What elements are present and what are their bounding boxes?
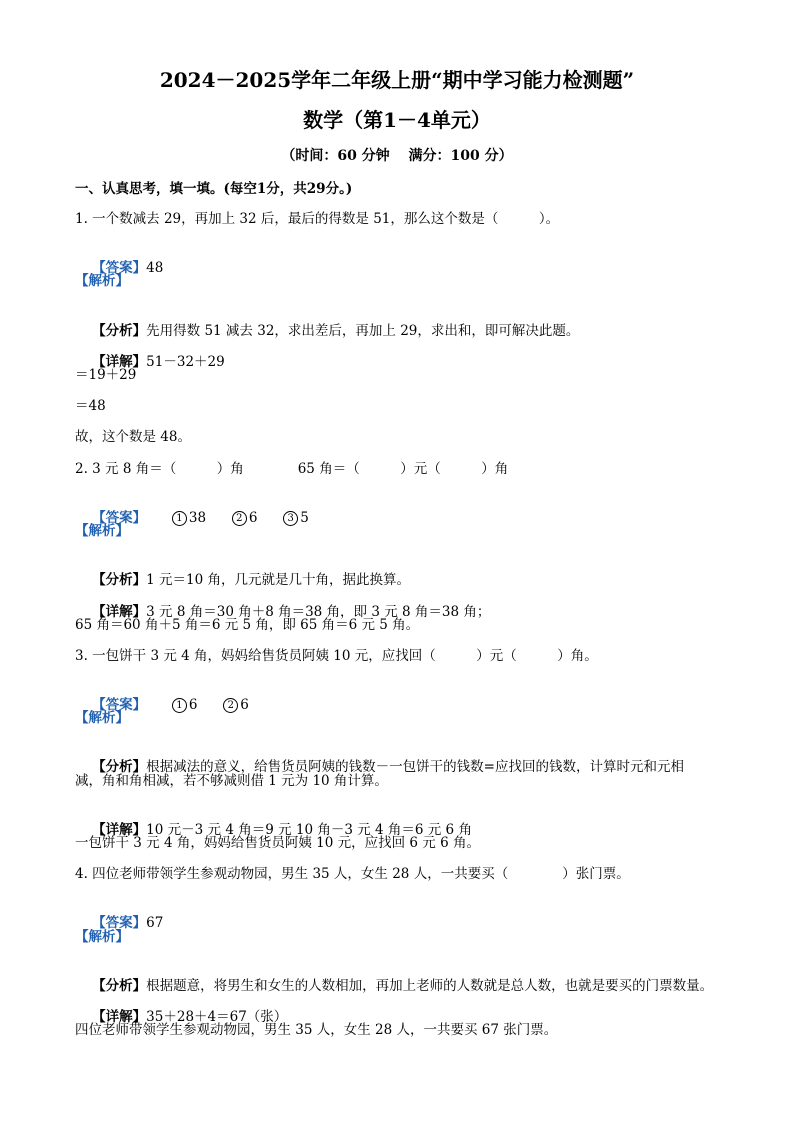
circled-number-1: 1 bbox=[172, 511, 187, 526]
q3-conclusion: 一包饼干 3 元 4 角，妈妈给售货员阿姨 10 元，应找回 6 元 6 角。 bbox=[75, 835, 480, 851]
answer-label: 【答案】 bbox=[92, 260, 147, 276]
q1-detail: 51－32＋29 bbox=[146, 354, 225, 370]
question-3: 3. 一包饼干 3 元 4 角，妈妈给售货员阿姨 10 元，应找回（ ）元（ ）角。 bbox=[75, 648, 598, 664]
q2-answer-2: 6 bbox=[248, 510, 258, 526]
detail-label: 【详解】 bbox=[92, 604, 147, 620]
document-subtitle: 数学（第1－4单元） bbox=[303, 108, 491, 132]
q2-analysis-label: 【解析】 bbox=[75, 523, 129, 539]
q3-detail: 10 元－3 元 4 角＝9 元 10 角－3 元 4 角＝6 元 6 角 bbox=[146, 822, 472, 838]
q4-conclusion: 四位老师带领学生参观动物园，男生 35 人，女生 28 人，一共要买 67 张门票。 bbox=[75, 1022, 558, 1038]
q3-fenxi-2: 减，角和角相减，若不够减则借 1 元为 10 角计算。 bbox=[75, 773, 388, 789]
q1-answer: 48 bbox=[146, 260, 164, 276]
section-heading: 一、认真思考，填一填。(每空1分，共29分。) bbox=[75, 181, 353, 197]
answer-label: 【答案】 bbox=[92, 697, 147, 713]
answer-label: 【答案】 bbox=[92, 915, 147, 931]
circled-number-3: 3 bbox=[283, 511, 298, 526]
q1-step-1: ＝19＋29 bbox=[75, 367, 137, 383]
detail-label: 【详解】 bbox=[92, 354, 147, 370]
q3-analysis-label: 【解析】 bbox=[75, 710, 129, 726]
fenxi-label: 【分析】 bbox=[92, 759, 147, 775]
q1-step-2: ＝48 bbox=[75, 398, 106, 414]
q2-answer-3: 5 bbox=[300, 510, 309, 526]
question-2: 2. 3 元 8 角＝（ ）角 65 角＝（ ）元（ ）角 bbox=[75, 461, 509, 477]
q4-fenxi: 根据题意，将男生和女生的人数相加，再加上老师的人数就是总人数，也就是要买的门票数量。 bbox=[146, 978, 714, 994]
circled-number-2: 2 bbox=[223, 698, 238, 713]
fenxi-label: 【分析】 bbox=[92, 978, 147, 994]
fenxi-label: 【分析】 bbox=[92, 323, 147, 339]
q3-answer-1: 6 bbox=[188, 697, 198, 713]
q3-answer-2: 6 bbox=[240, 697, 249, 713]
q1-analysis-label: 【解析】 bbox=[75, 273, 129, 289]
q2-detail-2: 65 角＝60 角＋5 角＝6 元 5 角，即 65 角＝6 元 5 角。 bbox=[75, 617, 420, 633]
q3-fenxi: 根据减法的意义，给售货员阿姨的钱数－一包饼干的钱数=应找回的钱数，计算时元和元相 bbox=[146, 759, 684, 775]
q1-fenxi: 先用得数 51 减去 32，求出差后，再加上 29，求出和，即可解决此题。 bbox=[146, 323, 580, 339]
question-4: 4. 四位老师带领学生参观动物园，男生 35 人，女生 28 人，一共要买（ ）张门票。 bbox=[75, 866, 630, 882]
q4-detail: 35＋28＋4＝67（张） bbox=[146, 1009, 288, 1025]
circled-number-2: 2 bbox=[232, 511, 247, 526]
q4-answer: 67 bbox=[146, 915, 164, 931]
question-1: 1. 一个数减去 29，再加上 32 后，最后的得数是 51，那么这个数是（ ）。 bbox=[75, 211, 560, 227]
q2-detail: 3 元 8 角＝30 角＋8 角＝38 角，即 3 元 8 角＝38 角； bbox=[146, 604, 491, 620]
q2-answer-1: 38 bbox=[188, 510, 207, 526]
q4-analysis-label: 【解析】 bbox=[75, 929, 129, 945]
detail-label: 【详解】 bbox=[92, 822, 147, 838]
fenxi-label: 【分析】 bbox=[92, 572, 147, 588]
detail-label: 【详解】 bbox=[92, 1009, 147, 1025]
q2-fenxi: 1 元＝10 角，几元就是几十角，据此换算。 bbox=[146, 572, 411, 588]
exam-meta: （时间：60 分钟 满分：100 分） bbox=[281, 148, 513, 164]
document-title: 2024－2025学年二年级上册“期中学习能力检测题” bbox=[159, 68, 635, 92]
circled-number-1: 1 bbox=[172, 698, 187, 713]
answer-label: 【答案】 bbox=[92, 510, 147, 526]
q1-conclusion: 故，这个数是 48。 bbox=[75, 429, 191, 445]
